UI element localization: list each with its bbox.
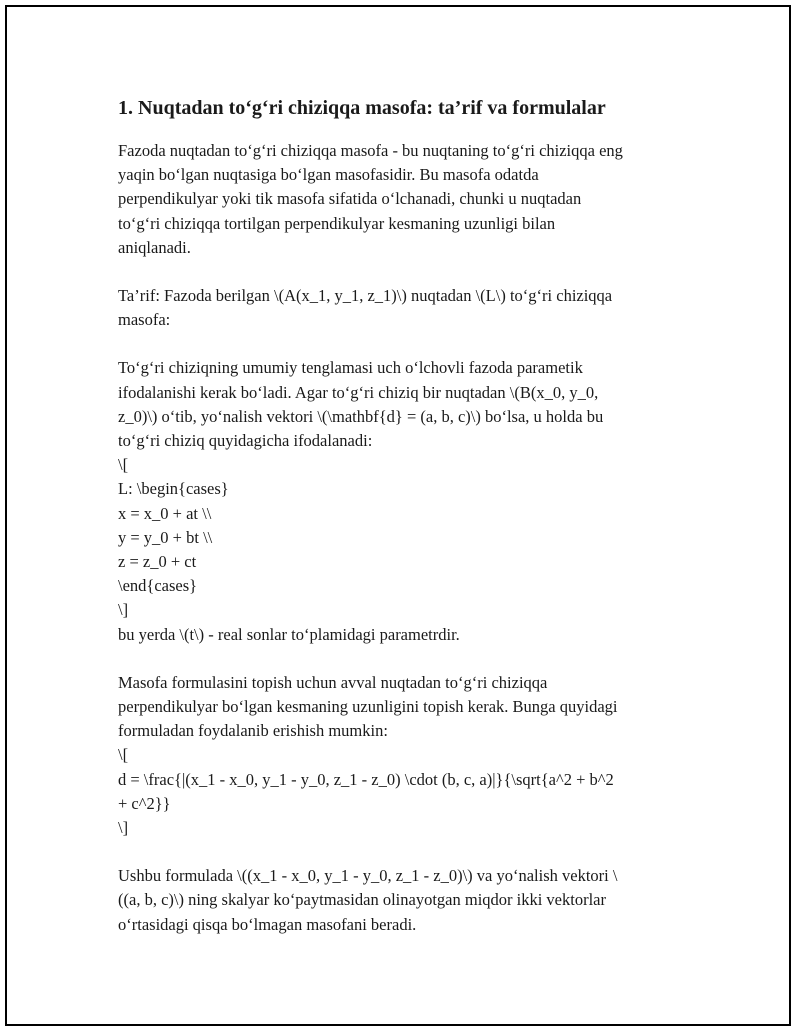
formula-line: \[ — [118, 745, 129, 765]
document-content — [118, 95, 698, 961]
text-line: Ta’rif: Fazoda berilgan \(A(x_1, y_1, z_1)\) nuqtadan \(L\) to‘g‘ri chiziqqa — [118, 286, 613, 306]
formula-line: + c^2}} — [118, 793, 171, 813]
paragraph-distance-formula — [118, 671, 698, 840]
document-page — [5, 5, 791, 1026]
text-line: to‘g‘ri chiziq quyidagicha ifodalanadi: — [118, 431, 373, 451]
text-line: to‘g‘ri chiziqqa tortilgan perpendikulyar kesmaning uzunligi bilan — [118, 213, 556, 233]
text-line: formuladan foydalanib erishish mumkin: — [118, 721, 388, 741]
text-line: yaqin bo‘lgan nuqtasiga bo‘lgan masofasidir. Bu masofa odatda — [118, 165, 539, 185]
text-line: Ushbu formulada \((x_1 - x_0, y_1 - y_0, z_1 - z_0)\) va yo‘nalish vektori \ — [118, 866, 618, 886]
text-line: To‘g‘ri chiziqning umumiy tenglamasi uch o‘lchovli fazoda parametik — [118, 358, 583, 378]
formula-line: \[ — [118, 455, 129, 475]
document-title: 1. Nuqtadan to‘g‘ri chiziqqa masofa: ta’rif va formulalar — [118, 97, 606, 119]
paragraph-line-equation — [118, 356, 698, 646]
text-line: aniqlanadi. — [118, 237, 191, 257]
formula-line: \end{cases} — [118, 576, 198, 596]
formula-line: x = x_0 + at \\ — [118, 503, 212, 523]
text-line: perpendikulyar yoki tik masofa sifatida o‘lchanadi, chunki u nuqtadan — [118, 189, 582, 209]
paragraph-intro — [118, 139, 698, 260]
formula-line: L: \begin{cases} — [118, 479, 229, 499]
formula-line: d = \frac{|(x_1 - x_0, y_1 - y_0, z_1 - z_0) \cdot (b, c, a)|}{\sqrt{a^2 + b^2 — [118, 769, 614, 789]
text-line: o‘rtasidagi qisqa bo‘lmagan masofani beradi. — [118, 914, 417, 934]
text-line: ifodalanishi kerak bo‘ladi. Agar to‘g‘ri chiziq bir nuqtadan \(B(x_0, y_0, — [118, 382, 599, 402]
text-line: Masofa formulasini topish uchun avval nuqtadan to‘g‘ri chiziqqa — [118, 672, 548, 692]
text-line: masofa: — [118, 310, 171, 330]
paragraph-conclusion — [118, 864, 698, 937]
formula-line: \] — [118, 600, 129, 620]
formula-line: z = z_0 + ct — [118, 552, 197, 572]
formula-line: \] — [118, 818, 129, 838]
text-line: z_0)\) o‘tib, yo‘nalish vektori \(\mathbf{d} = (a, b, c)\) bo‘lsa, u holda bu — [118, 406, 604, 426]
formula-line: y = y_0 + bt \\ — [118, 527, 213, 547]
text-line: Fazoda nuqtadan to‘g‘ri chiziqqa masofa - bu nuqtaning to‘g‘ri chiziqqa eng — [118, 141, 623, 160]
text-line: bu yerda \(t\) - real sonlar to‘plamidagi parametrdir. — [118, 624, 460, 644]
text-line: ((a, b, c)\) ning skalyar ko‘paytmasidan olinayotgan miqdor ikki vektorlar — [118, 890, 606, 910]
paragraph-definition — [118, 284, 698, 332]
text-line: perpendikulyar bo‘lgan kesmaning uzunligini topish kerak. Bunga quyidagi — [118, 697, 618, 717]
